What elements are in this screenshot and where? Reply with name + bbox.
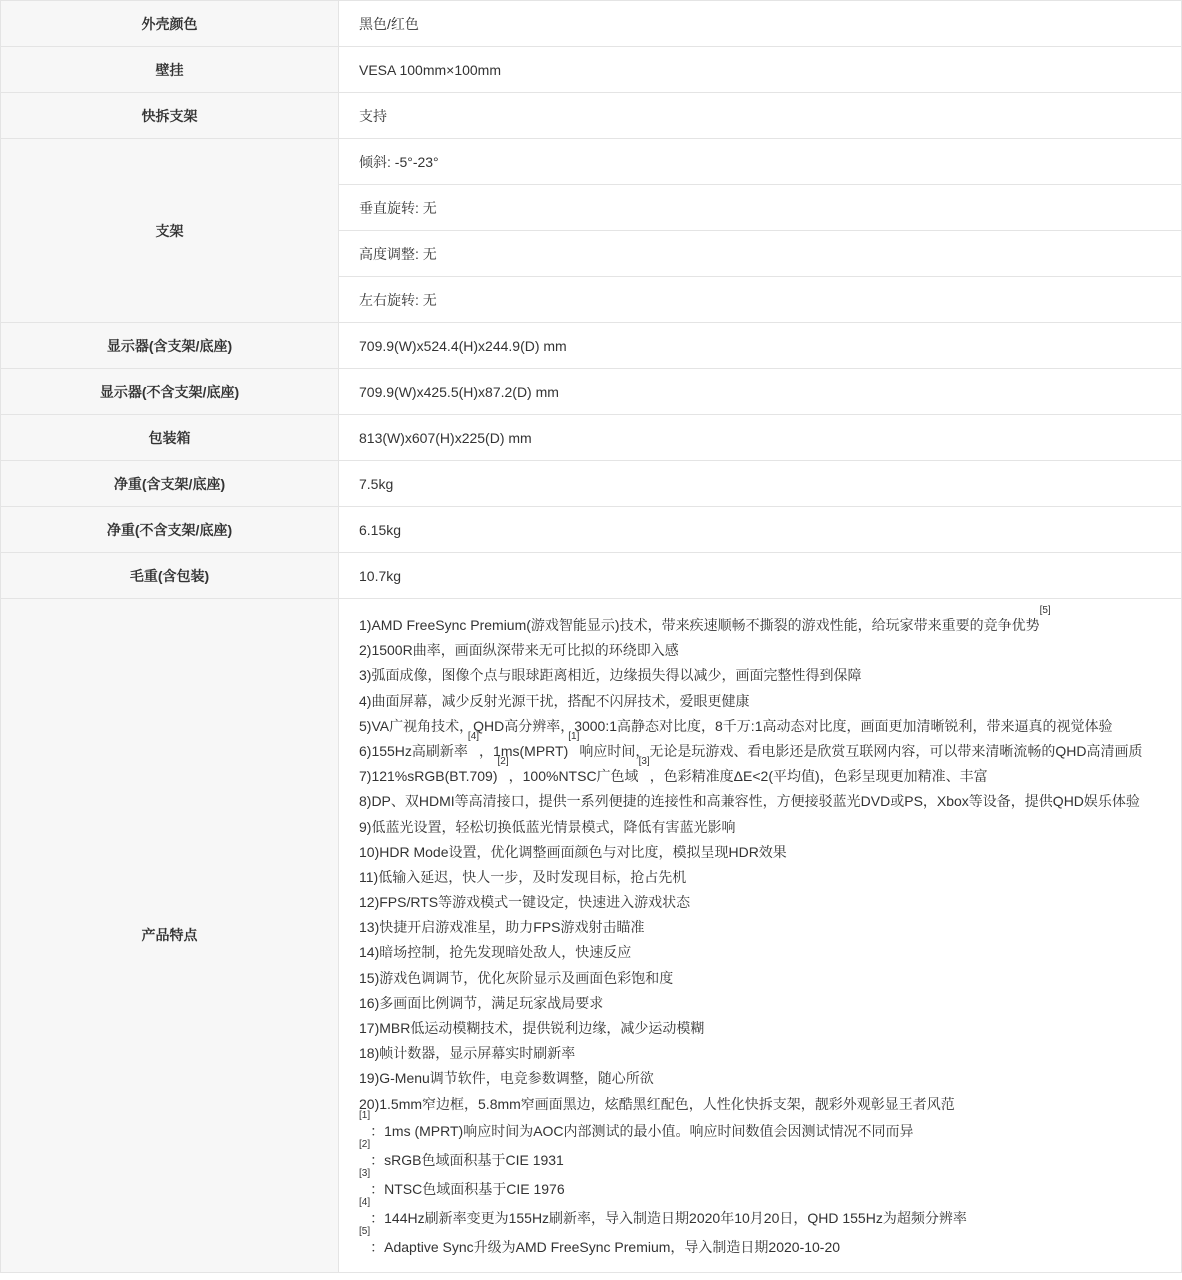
footnote: [359, 1138, 1181, 1175]
footnote-marker: [1]: [359, 1109, 371, 1121]
spec-value: 支持: [339, 93, 1182, 139]
spec-value: 813(W)x607(H)x225(D) mm: [339, 415, 1182, 461]
stand-height: 高度调整: 无: [339, 231, 1182, 277]
feature-text: 7)121%sRGB(BT.709): [359, 768, 498, 785]
spec-label: 支架: [1, 139, 339, 323]
feature-item: 8)DP、双HDMI等高清接口，提供一系列便捷的连接性和高兼容性，方便接驳蓝光DVD或PS，Xbox等设备，提供QHD娱乐体验: [359, 793, 1140, 810]
feature-text: ，1ms(MPRT): [479, 742, 569, 759]
footnote-text: ：sRGB色域面积基于CIE 1931: [370, 1151, 564, 1168]
footnote: [359, 1109, 1181, 1146]
stand-pivot: 垂直旋转: 无: [339, 185, 1182, 231]
feature-item: 12)FPS/RTS等游戏模式一键设定，快速进入游戏状态: [359, 894, 691, 911]
footnote: [359, 1196, 1181, 1233]
footnote-text: ：Adaptive Sync升级为AMD FreeSync Premium，导入制造日期2020-10-20: [370, 1238, 841, 1255]
spec-row-features: [1, 599, 1182, 1273]
feature-text: 6)155Hz高刷新率: [359, 742, 468, 759]
footnote-text: ：144Hz刷新率变更为155Hz刷新率，导入制造日期2020年10月20日，QHD 155Hz为超频分辨率: [370, 1209, 967, 1226]
spec-row-net-weight-with-stand: [1, 461, 1182, 507]
spec-value: 10.7kg: [339, 553, 1182, 599]
feature-item: 18)帧计数器，显示屏幕实时刷新率: [359, 1045, 576, 1062]
footnote-marker: [3]: [359, 1167, 371, 1179]
footnote-marker: [2]: [359, 1138, 371, 1150]
feature-text: 响应时间，无论是玩游戏、看电影还是欣赏互联网内容，可以带来清晰流畅的QHD高清画质: [579, 742, 1143, 759]
spec-label: 净重(含支架/底座): [1, 461, 339, 507]
stand-swivel: 左右旋转: 无: [339, 277, 1182, 323]
spec-label: 产品特点: [1, 599, 339, 1273]
footnote-ref: [5]: [1039, 605, 1051, 616]
spec-value: 7.5kg: [339, 461, 1182, 507]
footnote: [359, 1167, 1181, 1204]
footnote-marker: [5]: [359, 1225, 371, 1237]
feature-item: [359, 605, 1181, 638]
feature-item: 11)低输入延迟，快人一步，及时发现目标，抢占先机: [359, 868, 687, 885]
footnote-text: ：1ms (MPRT)响应时间为AOC内部测试的最小值。响应时间数值会因测试情况不同而异: [370, 1122, 914, 1139]
footnote: [359, 1225, 1181, 1262]
spec-row-gross-weight: [1, 553, 1182, 599]
spec-row-shell-color: [1, 1, 1182, 47]
feature-item: [359, 730, 1181, 764]
feature-item: 4)曲面屏幕，减少反射光源干扰，搭配不闪屏技术，爱眼更健康: [359, 692, 750, 709]
feature-item: 20)1.5mm窄边框，5.8mm窄画面黑边，炫酷黑红配色，人性化快拆支架，靓彩外观彰显王者风范: [359, 1095, 955, 1112]
spec-label: 外壳颜色: [1, 1, 339, 47]
feature-item: 2)1500R曲率，画面纵深带来无可比拟的环绕即入感: [359, 642, 679, 659]
footnote-ref: [3]: [638, 756, 650, 768]
spec-label: 显示器(不含支架/底座): [1, 369, 339, 415]
spec-row-package: [1, 415, 1182, 461]
spec-label: 显示器(含支架/底座): [1, 323, 339, 369]
spec-label: 壁挂: [1, 47, 339, 93]
feature-item: 9)低蓝光设置，轻松切换低蓝光情景模式，降低有害蓝光影响: [359, 818, 736, 835]
footnote-ref: [2]: [497, 756, 509, 768]
feature-item: 5)VA广视角技术，QHD高分辨率，3000:1高静态对比度，8千万:1高动态对比度，画面更加清晰锐利，带来逼真的视觉体验: [359, 717, 1113, 734]
spec-value: VESA 100mm×100mm: [339, 47, 1182, 93]
feature-text: 1)AMD FreeSync Premium(游戏智能显示)技术，带来疾速顺畅不撕裂的游戏性能，给玩家带来重要的竞争优势: [359, 617, 1040, 633]
spec-row-stand: [1, 139, 1182, 185]
footnote-ref: [4]: [467, 730, 480, 742]
stand-tilt: 倾斜: -5°-23°: [339, 139, 1182, 185]
spec-label: 包装箱: [1, 415, 339, 461]
spec-value: 6.15kg: [339, 507, 1182, 553]
spec-value: 709.9(W)x524.4(H)x244.9(D) mm: [339, 323, 1182, 369]
footnote-ref: [1]: [568, 730, 580, 742]
spec-label: 快拆支架: [1, 93, 339, 139]
feature-text: ，色彩精准度ΔE<2(平均值)，色彩呈现更加精准、丰富: [649, 768, 988, 785]
feature-item: 14)暗场控制，抢先发现暗处敌人，快速反应: [359, 944, 632, 961]
spec-label: 净重(不含支架/底座): [1, 507, 339, 553]
spec-row-dims-without-stand: [1, 369, 1182, 415]
feature-item: 16)多画面比例调节，满足玩家战局要求: [359, 994, 604, 1011]
features-list: [339, 599, 1182, 1273]
feature-item: 3)弧面成像，图像个点与眼球距离相近，边缘损失得以减少，画面完整性得到保障: [359, 667, 862, 684]
footnote-text: ：NTSC色域面积基于CIE 1976: [370, 1180, 565, 1197]
spec-label: 毛重(含包装): [1, 553, 339, 599]
feature-item: 19)G-Menu调节软件，电竞参数调整，随心所欲: [359, 1070, 654, 1087]
footnote-marker: [4]: [359, 1196, 371, 1208]
spec-row-quick-release: [1, 93, 1182, 139]
spec-row-wall-mount: [1, 47, 1182, 93]
feature-item: 13)快捷开启游戏准星，助力FPS游戏射击瞄准: [359, 919, 645, 936]
spec-value: 黑色/红色: [339, 1, 1182, 47]
spec-row-dims-with-stand: [1, 323, 1182, 369]
spec-value: 709.9(W)x425.5(H)x87.2(D) mm: [339, 369, 1182, 415]
feature-item: [359, 756, 1181, 789]
feature-text: ，100%NTSC广色域: [508, 768, 639, 785]
feature-item: 15)游戏色调调节，优化灰阶显示及画面色彩饱和度: [359, 969, 674, 986]
spec-row-net-weight-without-stand: [1, 507, 1182, 553]
feature-item: 10)HDR Mode设置，优化调整画面颜色与对比度，模拟呈现HDR效果: [359, 843, 787, 860]
feature-item: 17)MBR低运动模糊技术，提供锐利边缘，减少运动模糊: [359, 1020, 705, 1036]
